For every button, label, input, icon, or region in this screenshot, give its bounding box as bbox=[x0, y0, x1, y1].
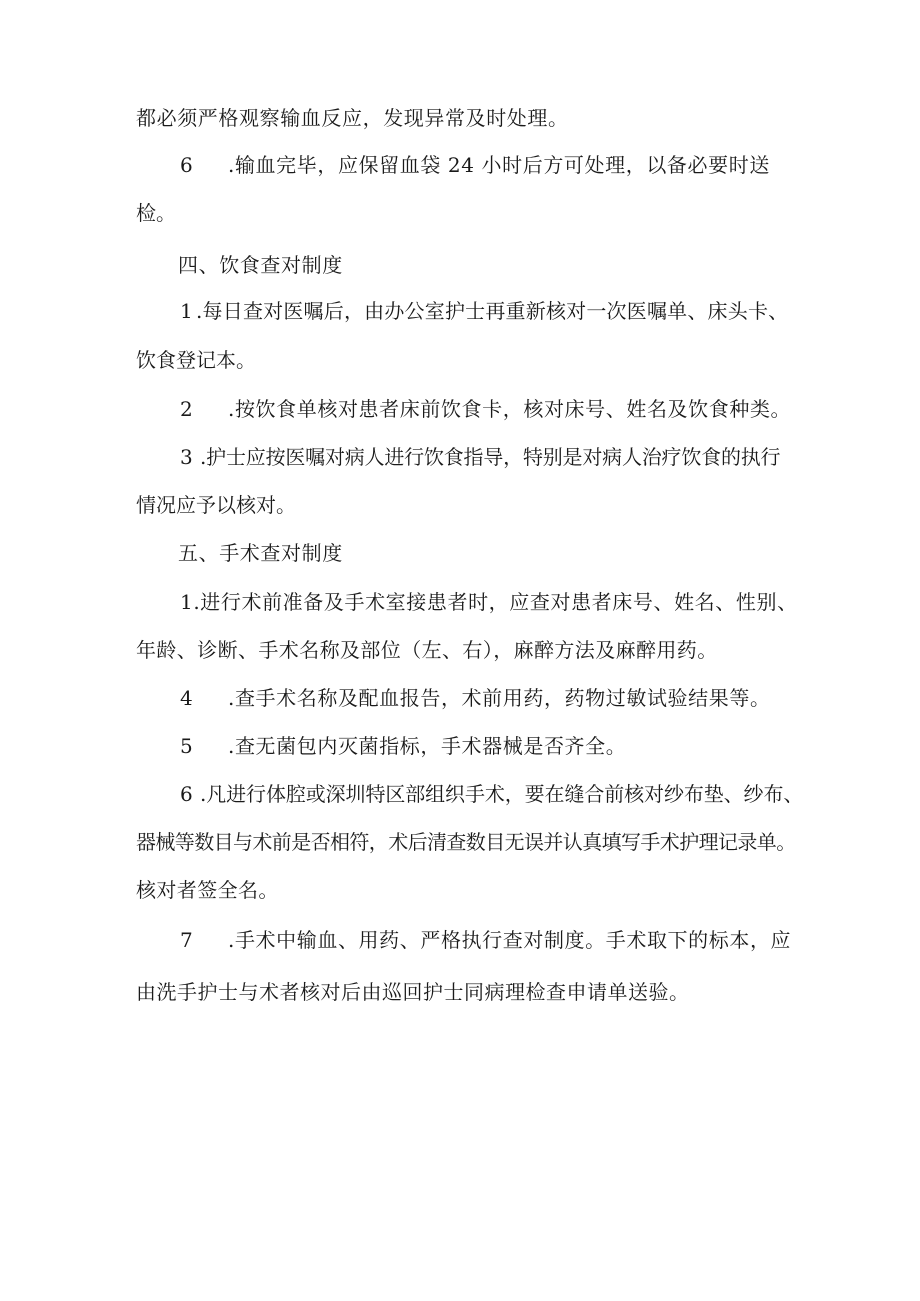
list-item bbox=[180, 685, 771, 711]
item-text: .输血完毕，应保留血袋 24 小时后方可处理，以备必要时送 bbox=[228, 153, 770, 177]
list-item: 1.进行术前准备及手术室接患者时，应查对患者床号、姓名、性别、 bbox=[180, 590, 798, 614]
text-line: 都必须严格观察输血反应，发现异常及时处理。 bbox=[136, 106, 569, 130]
item-number: 4 bbox=[180, 686, 194, 710]
item-number: 1 bbox=[180, 299, 193, 323]
list-item bbox=[180, 781, 803, 807]
item-text: .查无菌包内灭菌指标，手术器械是否齐全。 bbox=[228, 734, 627, 758]
text-line: 核对者签全名。 bbox=[136, 878, 279, 902]
item-text: .按饮食单核对患者床前饮食卡，核对床号、姓名及饮食种类。 bbox=[228, 397, 792, 421]
text-line: 情况应予以核对。 bbox=[136, 493, 296, 517]
list-item bbox=[180, 444, 780, 470]
item-number: 7 bbox=[180, 928, 194, 952]
list-item bbox=[180, 152, 770, 178]
item-text: .每日查对医嘱后，由办公室护士再重新核对一次医嘱单、床头卡、 bbox=[196, 299, 789, 323]
item-text: .护士应按医嘱对病人进行饮食指导，特别是对病人治疗饮食的执行 bbox=[200, 445, 781, 469]
item-text: .查手术名称及配血报告，术前用药，药物过敏试验结果等。 bbox=[228, 686, 771, 710]
text-line: 器械等数目与术前是否相符，术后清查数目无误并认真填写手术护理记录单。 bbox=[136, 830, 796, 854]
list-item bbox=[180, 927, 791, 953]
item-number: 6 bbox=[180, 153, 194, 177]
item-number: 3 bbox=[180, 445, 193, 469]
list-item bbox=[180, 733, 626, 759]
item-text: .手术中输血、用药、严格执行查对制度。手术取下的标本，应 bbox=[228, 928, 792, 952]
list-item bbox=[180, 396, 791, 422]
text-line: 检。 bbox=[136, 201, 176, 225]
text-line: 年龄、诊断、手术名称及部位（左、右），麻醉方法及麻醉用药。 bbox=[136, 638, 718, 662]
section-heading: 五、手术查对制度 bbox=[178, 541, 343, 565]
list-item bbox=[180, 298, 788, 324]
item-number: 5 bbox=[180, 734, 194, 758]
text-line: 饮食登记本。 bbox=[136, 348, 256, 372]
item-number: 6 bbox=[180, 782, 193, 806]
item-text: .凡进行体腔或深圳特区部组织手术，要在缝合前核对纱布垫、纱布、 bbox=[200, 782, 804, 806]
item-number: 2 bbox=[180, 397, 194, 421]
text-line: 由洗手护士与术者核对后由巡回护士同病理检查申请单送验。 bbox=[136, 980, 690, 1004]
section-heading: 四、饮食查对制度 bbox=[178, 253, 343, 277]
